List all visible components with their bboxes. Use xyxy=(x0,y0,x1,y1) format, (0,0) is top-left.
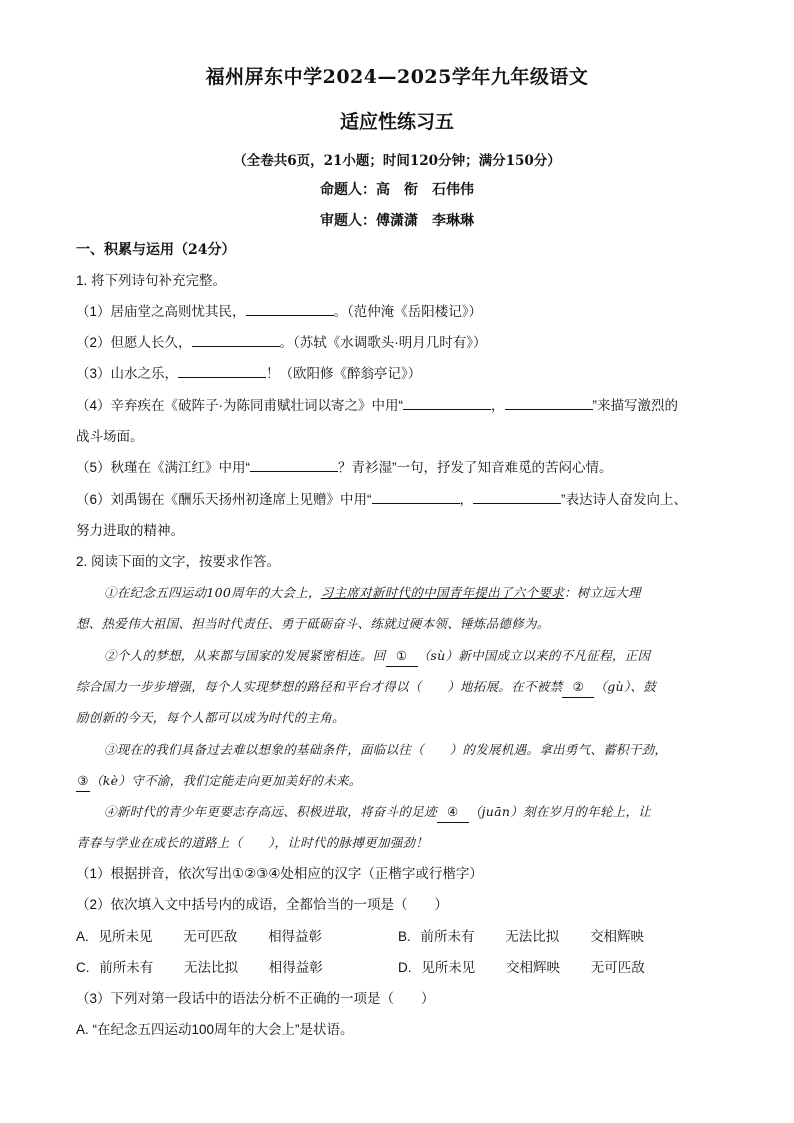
passage-paragraph-2-line-1 xyxy=(104,646,650,667)
option-c[interactable] xyxy=(76,958,323,978)
passage-paragraph-4-line-1 xyxy=(104,802,651,823)
option-word: 无可匹敌 xyxy=(590,960,645,975)
passage-text: ①在纪念五四运动100周年的大会上， xyxy=(104,585,321,600)
option-label: B. xyxy=(398,929,411,944)
option-word: 相得益彰 xyxy=(268,929,323,944)
question-2-stem: 2. 阅读下面的文字，按要求作答。 xyxy=(76,554,281,569)
passage-text: （juān）刻在岁月的年轮上，让 xyxy=(468,804,652,819)
q1-item-3 xyxy=(76,364,421,384)
q1-item-5 xyxy=(76,458,613,478)
option-word: 见所未见 xyxy=(421,960,476,975)
q1-item-6-pre: （6）刘禹锡在《酬乐天扬州初逢席上见赠》中用“ xyxy=(76,492,372,507)
q2-subquestion-1: （1）根据拼音，依次写出①②③④处相应的汉字（正楷字或行楷字） xyxy=(76,866,483,881)
option-word: 交相辉映 xyxy=(590,929,645,944)
answer-blank[interactable] xyxy=(250,458,338,472)
passage-text: ②个人的梦想，从来都与国家的发展紧密相连。回 xyxy=(104,648,386,663)
q2-subquestion-2: （2）依次填入文中括号内的成语，全都恰当的一项是（ ） xyxy=(76,897,449,912)
option-label: C. xyxy=(76,960,90,975)
option-b[interactable] xyxy=(398,927,644,947)
option-word: 无法比拟 xyxy=(505,929,560,944)
author-line: 命题人：高 衔 石伟伟 xyxy=(320,182,474,198)
q1-item-2 xyxy=(76,333,487,353)
numbered-blank[interactable]: ③ xyxy=(76,771,90,792)
answer-blank[interactable] xyxy=(473,490,561,504)
answer-blank[interactable] xyxy=(505,396,593,410)
q1-item-4-continued: 战斗场面。 xyxy=(76,429,144,444)
option-word: 无法比拟 xyxy=(184,960,239,975)
q1-item-3-post: ！（欧阳修《醉翁亭记》） xyxy=(266,366,422,381)
option-word: 前所未有 xyxy=(420,929,475,944)
answer-blank[interactable] xyxy=(178,364,266,378)
passage-text: （sù）新中国成立以来的不凡征程，正因 xyxy=(417,648,651,663)
answer-blank[interactable] xyxy=(246,302,334,316)
q1-item-5-pre: （5）秋瑾在《满江红》中用“ xyxy=(76,460,251,475)
q1-item-4-post: ”来描写激烈的 xyxy=(592,398,678,413)
exam-title: 福州屏东中学2024—2025学年九年级语文 xyxy=(205,66,589,88)
section-heading: 一、积累与运用（24分） xyxy=(76,242,236,258)
option-label: D. xyxy=(398,960,412,975)
q1-item-4-pre: （4）辛弃疾在《破阵子·为陈同甫赋壮词以寄之》中用“ xyxy=(76,398,403,413)
passage-paragraph-3-line-1: ③现在的我们具备过去难以想象的基础条件，面临以往（ ）的发展机遇。拿出勇气、蓄积干劲， xyxy=(104,742,668,757)
passage-paragraph-4-line-2: 青春与学业在成长的道路上（ ），让时代的脉搏更加强劲！ xyxy=(76,835,429,850)
exam-subtitle: 适应性练习五 xyxy=(339,111,454,133)
numbered-blank[interactable]: ② xyxy=(562,677,594,698)
passage-paragraph-1-line-1 xyxy=(104,583,641,603)
option-a[interactable] xyxy=(76,927,322,947)
q1-item-4 xyxy=(76,396,678,416)
numbered-blank[interactable]: ① xyxy=(386,646,418,667)
q1-item-1 xyxy=(76,302,482,322)
passage-text: 综合国力一步步增强，每个人实现梦想的路径和平台才得以（ ）地拓展。在不被禁 xyxy=(76,679,563,694)
q1-item-1-pre: （1）居庙堂之高则忧其民， xyxy=(76,304,246,319)
q1-item-5-post: ？青衫湿”一句，抒发了知音难觅的苦闷心情。 xyxy=(338,460,613,475)
q1-item-2-pre: （2）但愿人长久， xyxy=(76,335,192,350)
q2-subquestion-3-option-a[interactable]: A. “在纪念五四运动100周年的大会上”是状语。 xyxy=(76,1022,354,1037)
passage-paragraph-1-line-2: 想、热爱伟大祖国、担当时代责任、勇于砥砺奋斗、练就过硬本领、锤炼品德修为。 xyxy=(76,616,550,631)
q1-item-3-pre: （3）山水之乐， xyxy=(76,366,179,381)
option-word: 相得益彰 xyxy=(268,960,323,975)
question-1-stem: 1. 将下列诗句补充完整。 xyxy=(76,273,227,288)
underlined-sentence: 习主席对新时代的中国青年提出了六个要求 xyxy=(320,585,564,600)
passage-text: ：树立远大理 xyxy=(563,585,641,600)
numbered-blank[interactable]: ④ xyxy=(437,802,469,823)
option-label: A. xyxy=(76,929,89,944)
q1-item-4-mid: ， xyxy=(491,398,505,413)
option-word: 无可匹敌 xyxy=(183,929,238,944)
q1-item-2-post: 。（苏轼《水调歌头·明月几时有》） xyxy=(279,335,487,350)
passage-text: （gù）、鼓 xyxy=(594,679,657,694)
passage-text: （kè）守不渝，我们定能走向更加美好的未来。 xyxy=(90,773,362,788)
answer-blank[interactable] xyxy=(372,490,460,504)
passage-paragraph-2-line-3: 励创新的今天，每个人都可以成为时代的主角。 xyxy=(76,710,345,725)
q1-item-1-post: 。（范仲淹《岳阳楼记》） xyxy=(333,304,483,319)
reviewer-line: 审题人：傅潇潇 李琳琳 xyxy=(320,213,474,229)
passage-paragraph-2-line-2 xyxy=(76,677,656,698)
passage-paragraph-3-line-2 xyxy=(76,771,362,792)
exam-info: （全卷共6页，21小题；时间120分钟；满分150分） xyxy=(233,153,561,169)
option-word: 前所未有 xyxy=(99,960,154,975)
answer-blank[interactable] xyxy=(403,396,491,410)
option-word: 见所未见 xyxy=(98,929,153,944)
option-word: 交相辉映 xyxy=(506,960,561,975)
q2-subquestion-3: （3）下列对第一段话中的语法分析不正确的一项是（ ） xyxy=(76,991,435,1006)
q1-item-6-mid: ， xyxy=(459,492,474,507)
answer-blank[interactable] xyxy=(192,333,280,347)
q1-item-6-continued: 努力进取的精神。 xyxy=(76,523,184,538)
passage-text: ④新时代的青少年更要志存高远、积极进取，将奋斗的足迹 xyxy=(104,804,437,819)
option-d[interactable] xyxy=(398,958,645,978)
q1-item-6-post: ”表达诗人奋发向上、 xyxy=(561,492,688,507)
q1-item-6 xyxy=(76,490,687,510)
